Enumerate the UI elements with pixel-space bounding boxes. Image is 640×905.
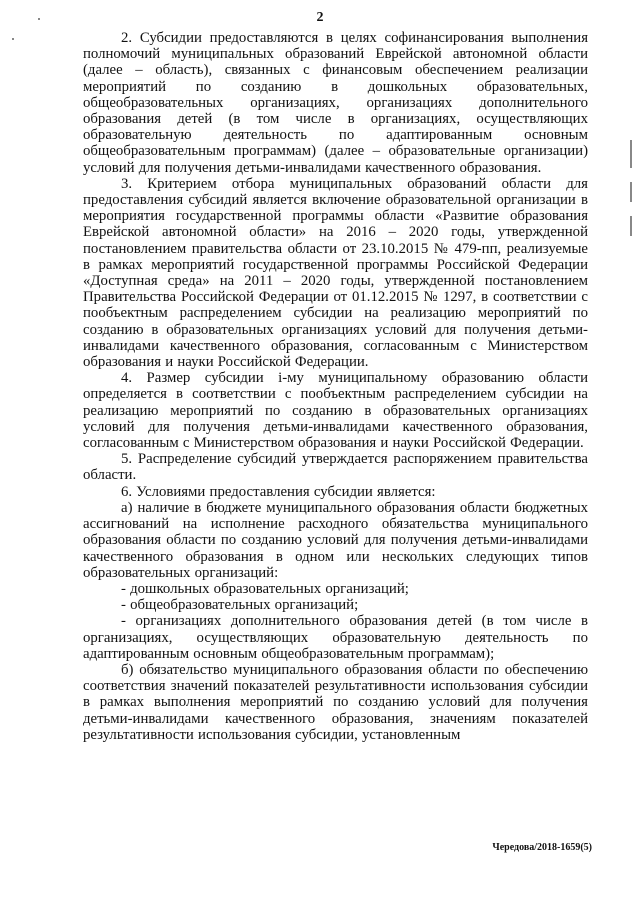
list-item-preschool: - дошкольных образовательных организаций; (121, 580, 409, 597)
paragraph-4: 4. Размер субсидии i-му муниципальному образованию области определяется в соответствии с пообъектным распределением субсидии на реализацию мероприятий по созданию в образовательных организациях условий для получения детьми-инвалидами качественного образования, согласованным с Министерством образования и науки Российской Федерации. (83, 370, 588, 452)
list-item-general: - общеобразовательных организаций; (121, 597, 359, 614)
paragraph-6: 6. Условиями предоставления субсидии является: (121, 483, 436, 500)
paragraph-2: 2. Субсидии предоставляются в целях софинансирования выполнения полномочий муниципальных образований Еврейской автономной области (далее – область), связанных с финансовым обеспечением реализации мероприятий по созданию в дошкольных образовательных, общеобразовательных организациях, организациях дополнительного образования детей (в том числе в организациях, осуществляющих образовательную деятельность по адаптированным основным общеобразовательным программам) (далее – образовательные организации) условий для получения детьми-инвалидами качественного образования. (83, 30, 588, 176)
scan-artifact (630, 216, 632, 236)
scan-artifact (12, 38, 14, 40)
scan-artifact (630, 140, 632, 168)
scan-artifact (630, 182, 632, 202)
paragraph-3: 3. Критерием отбора муниципальных образований области для предоставления субсидий является включение образовательной организации в мероприятия государственной программы области «Развитие образования Еврейской автономной области» на 2016 – 2020 годы, утвержденной постановлением правительства области от 23.10.2015 № 479-пп, реализуемые в рамках мероприятий государственной программы Российской Федерации «Доступная среда» на 2011 – 2020 годы, утвержденной постановлением Правительства Российской Федерации от 01.12.2015 № 1297, в соответствии с пообъектным распределением субсидии на реализацию мероприятий по созданию в образовательных организациях условий для получения детьми-инвалидами качественного образования, согласованным с Министерством образования и науки Российской Федерации. (83, 175, 588, 371)
clause-a: а) наличие в бюджете муниципального образования области бюджетных ассигнований на исполнение расходного обязательства муниципального образования области по созданию условий для получения детьми-инвалидами качественного образования в одном или нескольких следующих типов образовательных организаций: (83, 499, 588, 581)
paragraph-5: 5. Распределение субсидий утверждается распоряжением правительства области. (83, 451, 588, 484)
list-item-additional: - организациях дополнительного образования детей (в том числе в организациях, осуществляющих образовательную деятельность по адаптированным основным общеобразовательным программам); (83, 613, 588, 662)
document-body (83, 30, 588, 743)
document-reference: Чередова/2018-1659(5) (492, 842, 592, 853)
clause-b: б) обязательство муниципального образования области по обеспечению соответствия значений показателей результативности использования субсидии в рамках выполнения мероприятий по созданию условий для получения детьми-инвалидами качественного образования, значениям показателей результативности использования субсидии, установленным (83, 661, 588, 743)
page-number: 2 (316, 10, 324, 25)
